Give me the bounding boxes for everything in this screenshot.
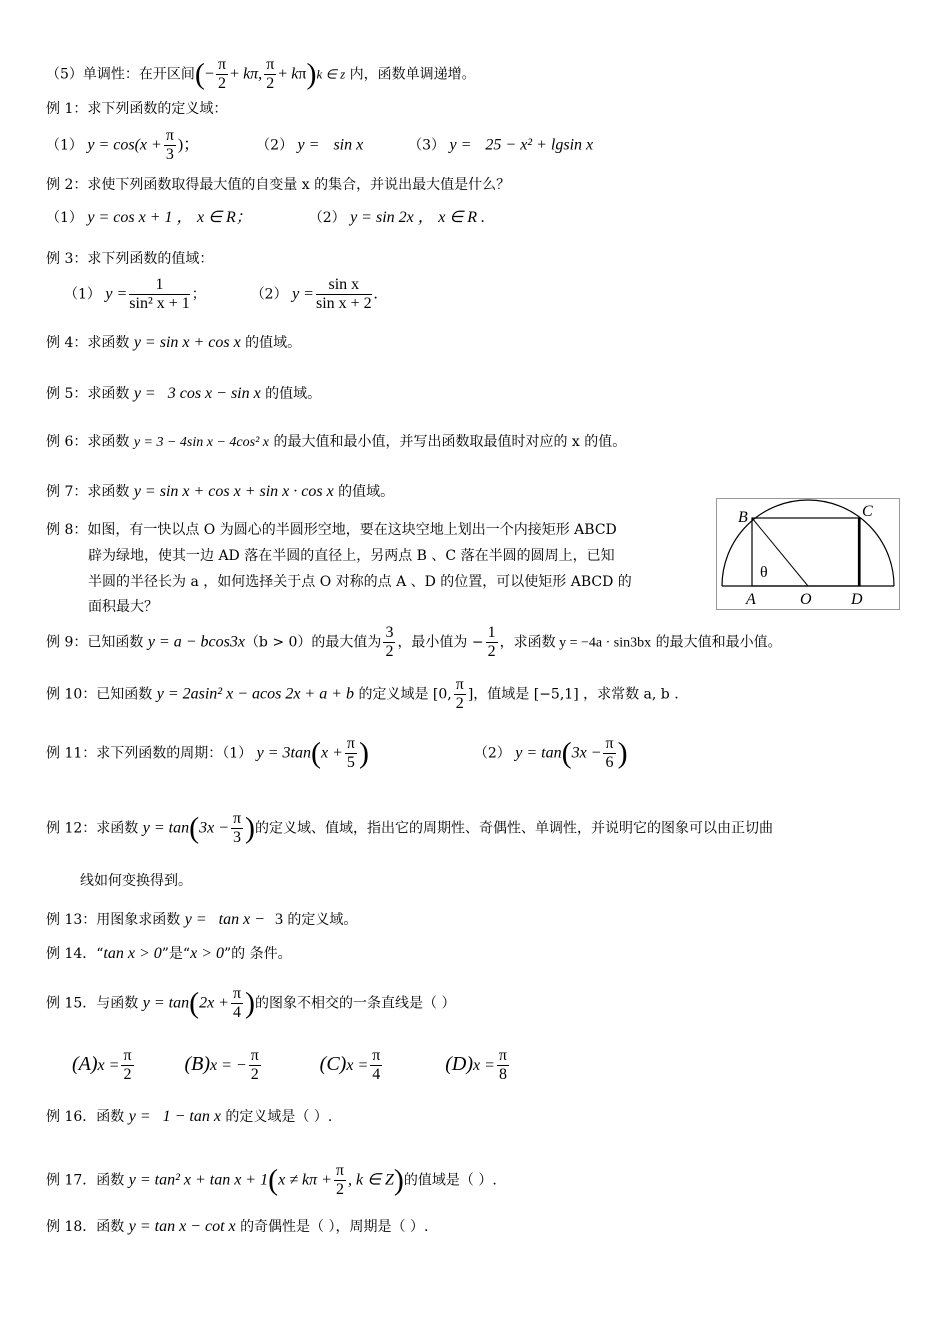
ex1-f3: y = <box>449 136 472 154</box>
ex15-a: 例 15．与函数 <box>46 995 139 1012</box>
ex4-b: 的值域。 <box>245 335 302 351</box>
ex11-x1: x + <box>320 744 343 762</box>
interval-k: kπ, <box>243 65 263 83</box>
ex4-a: 例 4：求函数 <box>46 335 130 351</box>
ex14-b: ”的 条件。 <box>224 946 292 962</box>
ex6-line <box>46 433 626 452</box>
monotonic-tail: 内，函数单调递增。 <box>349 66 476 83</box>
ex1-f3b: 25 − x² + lgsin x <box>485 136 594 154</box>
option-b[interactable]: (B)x = − $\frac{\pi}{2}$ <box>184 1047 259 1083</box>
inscribed-rectangle <box>752 518 860 586</box>
ex5-f: y = <box>133 385 156 402</box>
ex9-a: 例 9：已知函数 <box>46 634 144 651</box>
ex11-x2: 3x − <box>571 744 602 762</box>
ex13-f: y = <box>184 911 207 928</box>
ex3-f2: y = <box>292 285 314 303</box>
label-D: D <box>851 591 863 608</box>
monotonic-label: （5）单调性：在开区间 <box>46 66 195 83</box>
ex8-line1: 例 8：如图，有一快以点 O 为圆心的半圆形空地，要在这块空地上划出一个内接矩形 ABCD <box>46 522 617 538</box>
ex16-f: y = <box>128 1108 151 1125</box>
label-B: B <box>738 509 748 526</box>
ex5-g: 3 cos x − sin x <box>167 385 261 402</box>
ex15-line: 例 15．与函数 y = tan(2x + $\frac{\pi}{4}$ )的图象不相交的一条直线是（ ） <box>46 985 456 1021</box>
ex6-b: 的最大值和最小值，并写出函数取最值时对应的 x 的值。 <box>273 434 627 450</box>
ex3-title: 例 3：求下列函数的值域： <box>46 251 214 267</box>
ex3-f1: y = <box>105 285 128 303</box>
ex12-b: 的定义域、值域，指出它的周期性、奇偶性、单调性，并说明它的图象可以由正切曲 <box>255 820 774 837</box>
ex13-h: 3 <box>274 911 283 928</box>
ex9-f: y = a − bcos3x <box>147 633 245 651</box>
ex1-parts <box>46 127 593 164</box>
ex9-b: 的最大值和最小值。 <box>655 634 782 651</box>
ex6-a: 例 6：求函数 <box>46 434 130 450</box>
ex1-p3: （3） <box>408 137 446 154</box>
paren-left: ( <box>194 57 205 91</box>
ex1-frac: $\frac{\pi}{3}$ <box>165 127 174 163</box>
ex17-k: , k ∈ Z <box>347 1171 394 1189</box>
ex14-a: 例 14．“ <box>46 946 104 962</box>
ex11-frac2: $\frac{\pi}{6}$ <box>605 735 614 771</box>
ex11-line: 例 11：求下列函数的周期：（1） y = 3tan(x + $\frac{\pi}{5}$ ) （2） y = tan(3x − $\frac{\pi}{6}$ ) <box>46 735 628 771</box>
ex12-f: y = tan <box>142 819 190 837</box>
frac-pi-2a: $\frac{\pi}{2}$ <box>217 56 227 92</box>
ex18-f: y = tan x − cot x <box>128 1218 236 1235</box>
k-set: k ∈ z <box>316 66 346 82</box>
ex11-f2: y = tan <box>515 744 562 762</box>
option-d[interactable]: (D)x = $\frac{\pi}{8}$ <box>445 1047 507 1083</box>
ex3-p2: （2） <box>250 286 288 303</box>
ex11-f1: y = 3tan <box>256 744 311 762</box>
ex14-f: tan x > 0 <box>103 945 162 962</box>
ex9-c: （b > 0）的最大值为 <box>244 634 382 651</box>
ex1-p2: （2） <box>256 137 294 154</box>
ex3-s2: . <box>373 285 378 303</box>
ex2-d2: x ∈ R . <box>438 209 486 226</box>
ex13-g: tan x − <box>218 911 265 928</box>
ex15-frac: $\frac{\pi}{4}$ <box>232 985 242 1021</box>
ex18-a: 例 18．函数 <box>46 1219 125 1235</box>
monotonic-line: （5）单调性：在开区间(− $\frac{\pi}{2}$ + kπ, $\frac{\pi}{2}$ + kπ)k ∈ z 内，函数单调递增。 <box>46 56 476 92</box>
ex14-line <box>46 945 292 963</box>
ex15-options <box>72 1047 511 1084</box>
ex18-line <box>46 1218 428 1236</box>
ex1-title: 例 1：求下列函数的定义域： <box>46 101 228 117</box>
ex2-d1: x ∈ R； <box>196 209 252 226</box>
ex3-s1: ； <box>191 286 206 303</box>
ex8-line2: 辟为绿地，使其一边 AD 落在半圆的直径上，另两点 B 、C 落在半圆的圆周上，已知 <box>88 548 615 564</box>
option-a[interactable]: (A)x = $\frac{\pi}{2}$ <box>72 1047 132 1083</box>
ex8-line4: 面积最大？ <box>88 599 158 615</box>
ex10-c: 的定义域是 [0, <box>358 686 452 703</box>
label-A: A <box>746 591 756 608</box>
ex14-c: ”是“ <box>161 946 191 962</box>
ex11-a: 例 11：求下列函数的周期：（1） <box>46 745 253 762</box>
ex3-frac2: $\frac{\text{sin x}}{\text{sin x + 2}}$ <box>315 276 372 312</box>
ex4-line <box>46 334 301 352</box>
ex9-frac1: $\frac{3}{2}$ <box>385 624 394 660</box>
ex14-g: x > 0 <box>190 945 224 962</box>
ex1-f1-end: )； <box>177 136 200 154</box>
ex13-line <box>46 911 357 929</box>
ex2-parts <box>46 209 485 227</box>
ex7-line <box>46 483 394 501</box>
ex5-a: 例 5：求函数 <box>46 386 130 402</box>
ex16-g: 1 − tan x <box>162 1108 221 1125</box>
ex17-b: 的值域是（ ）. <box>403 1172 497 1189</box>
ex3-p1: （1） <box>64 286 101 303</box>
ex11-p2: （2） <box>473 745 511 762</box>
ex11-frac1: $\frac{\pi}{5}$ <box>346 735 355 771</box>
ex15-b: 的图象不相交的一条直线是（ ） <box>255 995 456 1012</box>
ex12-a: 例 12：求函数 <box>46 820 139 837</box>
ex2-f2: y = sin 2x ， <box>350 209 434 226</box>
label-O: O <box>800 591 812 608</box>
ex13-a: 例 13：用图象求函数 <box>46 912 181 928</box>
ex10-frac: $\frac{\pi}{2}$ <box>455 676 464 712</box>
option-c[interactable]: (C)x = $\frac{\pi}{4}$ <box>319 1047 381 1083</box>
ex1-p1: （1） <box>46 137 83 154</box>
ex8-line3: 半圆的半径长为 a ，如何选择关于点 O 对称的点 A 、D 的位置，可以使矩形 ABCD 的 <box>88 574 632 590</box>
ex7-a: 例 7：求函数 <box>46 484 130 500</box>
ex3-parts <box>64 276 378 313</box>
ex10-a: 例 10：已知函数 <box>46 686 153 703</box>
ex6-formula: y = 3 − 4sin x − 4cos² x <box>133 435 269 450</box>
ex7-b: 的值域。 <box>338 484 395 500</box>
ex18-b: 的奇偶性是（ ），周期是（ ）. <box>240 1219 429 1235</box>
ex12-x: 3x − <box>199 819 229 837</box>
ex17-f: y = tan² x + tan x + 1 <box>128 1171 269 1189</box>
ex1-f1: y = cos(x + <box>87 136 162 154</box>
ex5-line <box>46 385 321 403</box>
ex10-e: ]，值域是 [−5,1] ，求常数 a, b . <box>467 686 679 703</box>
ex12-line: 例 12：求函数 y = tan(3x − $\frac{\pi}{3}$ )的定义域、值域，指出它的周期性、奇偶性、单调性，并说明它的图象可以由正切曲 <box>46 810 774 846</box>
ex17-frac: $\frac{\pi}{2}$ <box>335 1162 344 1198</box>
paren-right: ) <box>306 57 317 91</box>
ex17-line: 例 17．函数 y = tan² x + tan x + 1(x ≠ kπ + $\frac{\pi}{2}$ , k ∈ Z)的值域是（ ）. <box>46 1162 497 1198</box>
ex17-a: 例 17．函数 <box>46 1172 125 1189</box>
ex10-line <box>46 676 679 713</box>
ex9-g: ，求函数 y = −4a · sin3bx <box>499 635 652 651</box>
ex7-formula: y = sin x + cos x + sin x · cos x <box>133 483 334 500</box>
ex17-x: x ≠ kπ + <box>278 1171 332 1189</box>
ex9-m: ，最小值为 − <box>397 634 484 651</box>
ex16-b: 的定义域是（ ）. <box>225 1109 333 1125</box>
ex16-a: 例 16．函数 <box>46 1109 125 1125</box>
ex12-line2: 线如何变换得到。 <box>80 873 192 889</box>
ex5-b: 的值域。 <box>265 386 322 402</box>
frac-pi-2b: $\frac{\pi}{2}$ <box>266 56 275 92</box>
ex2-title: 例 2：求使下列函数取得最大值的自变量 x 的集合，并说出最大值是什么？ <box>46 177 511 193</box>
ex15-x: 2x + <box>199 994 229 1012</box>
ex1-f2b: sin x <box>333 136 364 154</box>
ex13-b: 的定义域。 <box>287 912 358 928</box>
ex15-f: y = tan <box>142 994 190 1012</box>
ex3-frac1: $\frac{1}{\text{sin² x + 1}}$ <box>129 276 190 312</box>
ex12-frac: $\frac{\pi}{3}$ <box>232 810 242 846</box>
label-C: C <box>862 503 873 520</box>
ex4-formula: y = sin x + cos x <box>133 334 241 351</box>
ex2-f1: y = cos x + 1 ， <box>87 209 193 226</box>
ex2-p1: （1） <box>46 210 83 226</box>
ex2-p2: （2） <box>308 210 346 226</box>
ex9-frac2: $\frac{1}{2}$ <box>487 624 496 660</box>
ex1-f2: y = <box>297 136 320 154</box>
ex16-line <box>46 1108 332 1126</box>
ex9-line <box>46 624 782 661</box>
ex10-f: y = 2asin² x − acos 2x + a + b <box>156 685 355 703</box>
semicircle-rectangle-figure <box>716 498 900 610</box>
label-theta: θ <box>760 564 768 581</box>
